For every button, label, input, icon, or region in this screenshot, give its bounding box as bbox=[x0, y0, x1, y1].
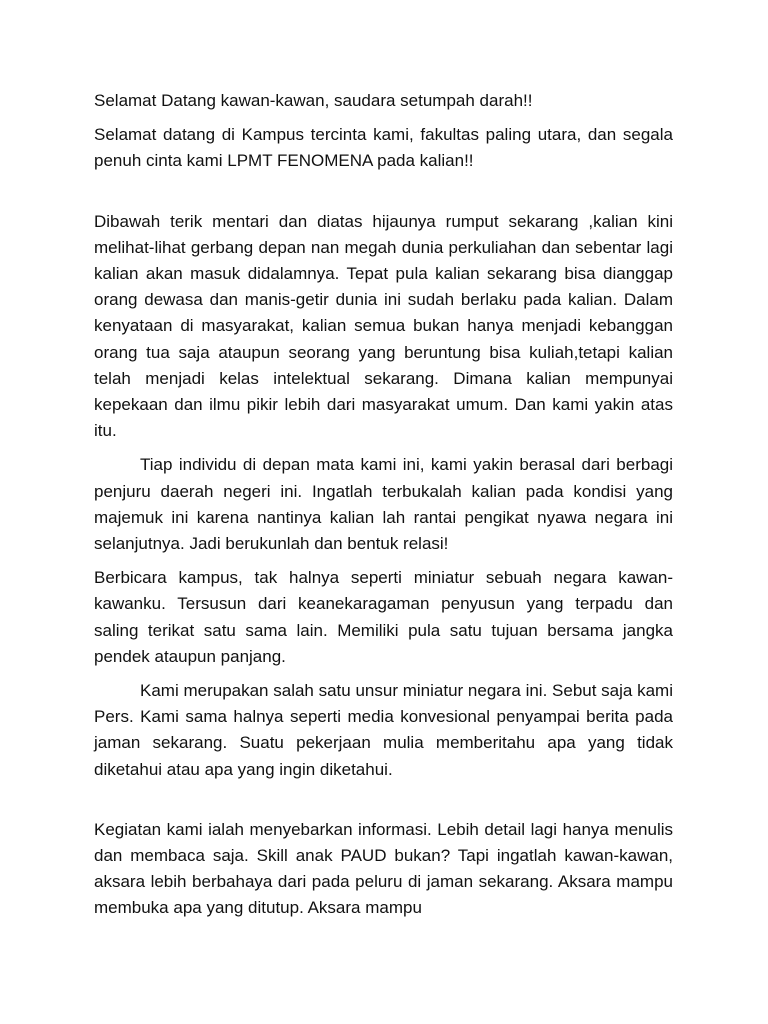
body-paragraph-individuals: Tiap individu di depan mata kami ini, kami yakin berasal dari berbagi penjuru daerah negeri ini. Ingatlah terbukalah kalian pada kondisi yang majemuk ini karena nantinya kalian lah rantai pengikat nyawa negara ini selanjutnya. Jadi berukunlah dan bentuk relasi! bbox=[94, 455, 673, 554]
welcome-paragraph: Selamat datang di Kampus tercinta kami, fakultas paling utara, dan segala penuh cinta kami LPMT FENOMENA pada kalian!! bbox=[94, 125, 673, 171]
document-body bbox=[94, 88, 673, 930]
body-paragraph-campus-miniature: Berbicara kampus, tak halnya seperti miniatur sebuah negara kawan-kawanku. Tersusun dari keanekaragaman penyusun yang terpadu dan saling terikat satu sama lain. Memiliki pula satu tujuan bersama jangka pendek ataupun panjang. bbox=[94, 568, 673, 666]
body-paragraph-press: Kami merupakan salah satu unsur miniatur negara ini. Sebut saja kami Pers. Kami sama halnya seperti media konvesional penyampai berita pada jaman sekarang. Suatu pekerjaan mulia memberitahu apa yang tidak diketahui atau apa yang ingin diketahui. bbox=[94, 681, 673, 779]
body-paragraph-activities: Kegiatan kami ialah menyebarkan informasi. Lebih detail lagi hanya menulis dan membaca saja. Skill anak PAUD bukan? Tapi ingatlah kawan-kawan, aksara lebih berbahaya dari pada peluru di jaman sekarang. Aksara mampu membuka apa yang ditutup. Aksara mampu bbox=[94, 819, 673, 918]
greeting-paragraph: Selamat Datang kawan-kawan, saudara setumpah darah!! bbox=[94, 91, 533, 110]
body-paragraph-campus-gate: Dibawah terik mentari dan diatas hijaunya rumput sekarang ,kalian kini melihat-lihat gerbang depan nan megah dunia perkuliahan dan sebentar lagi kalian akan masuk didalamnya. Tepat pula kalian sekarang bisa dianggap orang dewasa dan manis-getir dunia ini sudah berlaku pada kalian. Dalam kenyataan di masyarakat, kalian semua bukan hanya menjadi kebanggan orang tua saja ataupun seorang yang beruntung bisa kuliah,tetapi kalian telah menjadi kelas intelektual sekarang. Dimana kalian mempunyai kepekaan dan ilmu pikir lebih dari masyarakat umum. Dan kami yakin atas itu. bbox=[94, 211, 673, 441]
